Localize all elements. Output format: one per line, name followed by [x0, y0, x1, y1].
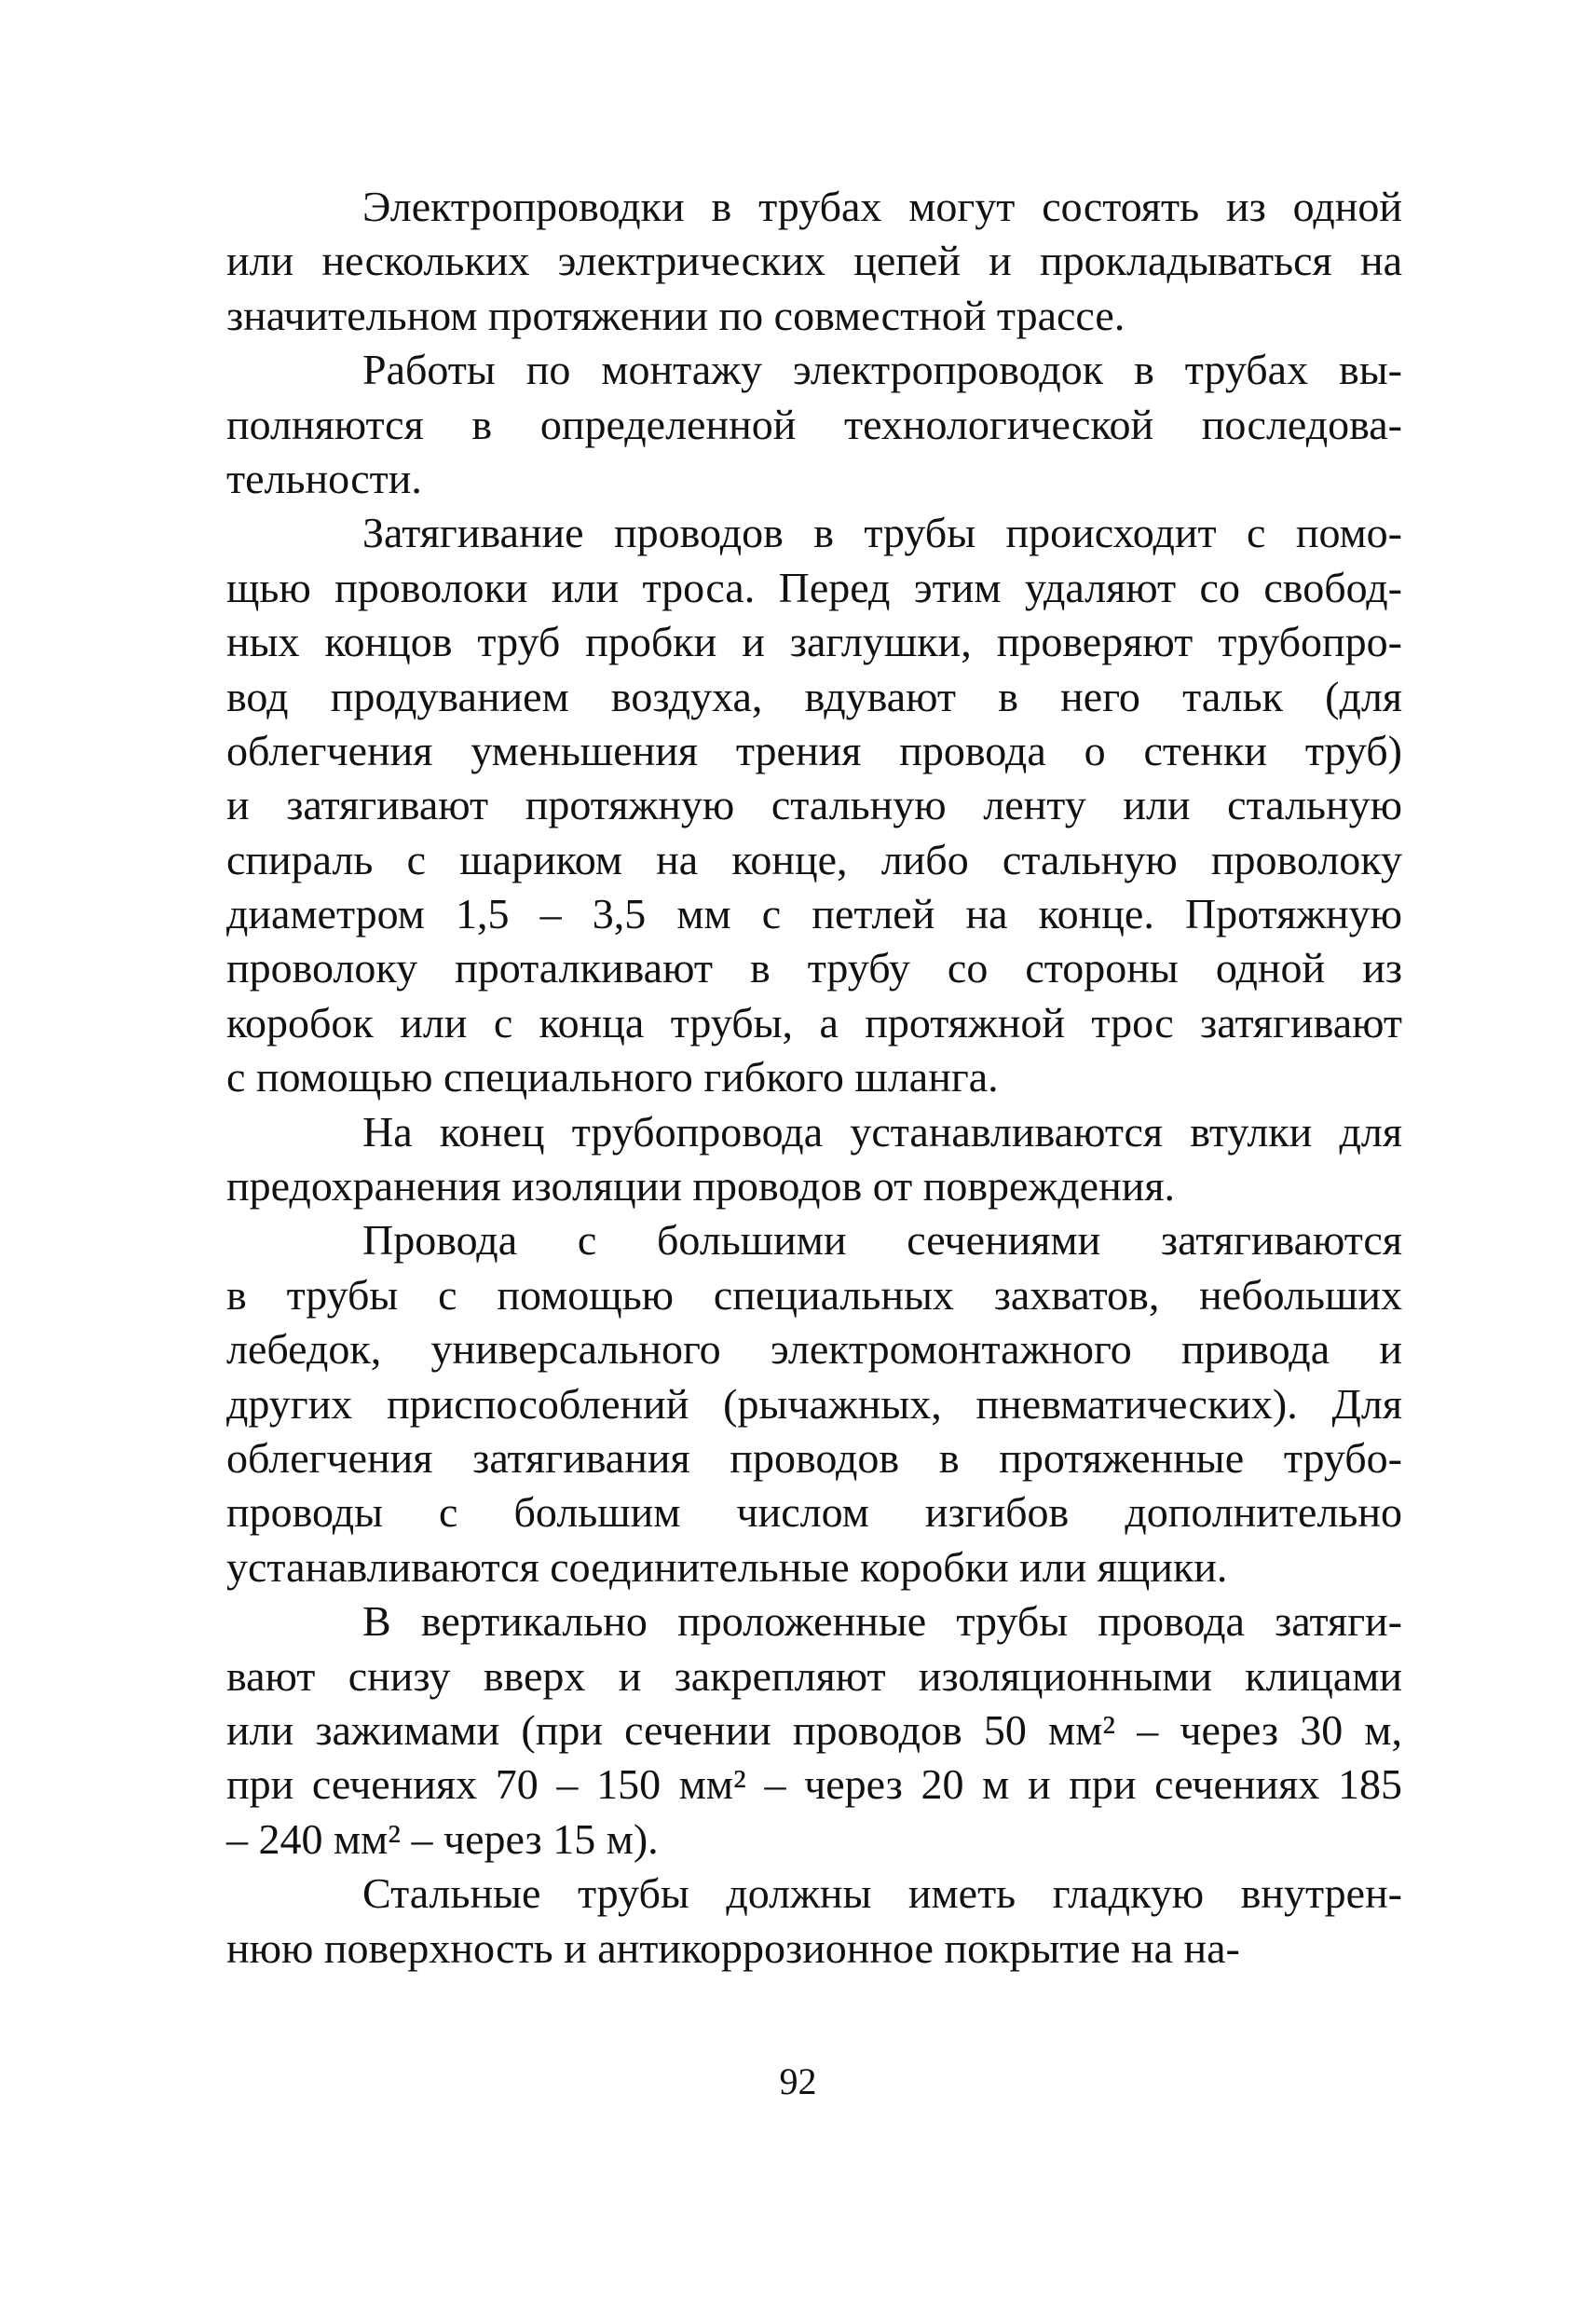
text-line: Электропроводки в трубах могут состоять из одной [362, 183, 1402, 230]
text-line: в трубы с помощью специальных захватов, небольших [226, 1270, 1402, 1319]
body-text [226, 180, 1402, 1976]
text-line: нюю поверхность и антикоррозионное покрытие на на- [226, 1923, 1240, 1972]
paragraph [226, 1213, 1402, 1594]
paragraph [226, 1105, 1402, 1214]
paragraph [226, 180, 1402, 343]
text-line: облегчения уменьшения трения провода о стенки труб) [226, 726, 1402, 774]
text-line: лебедок, универсального электромонтажного привода и [226, 1325, 1402, 1374]
paragraph [226, 1867, 1402, 1976]
paragraph [226, 1594, 1402, 1867]
text-line: вод продуванием воздуха, вдувают в него тальк (для [226, 672, 1402, 720]
text-line: На конец трубопровода устанавливаются втулки для [362, 1107, 1402, 1156]
text-line: Затягивание проводов в трубы происходит с помо- [362, 509, 1402, 557]
text-line: – 240 мм² – через 15 м). [226, 1814, 659, 1863]
text-line: полняются в определенной технологической последова- [226, 400, 1402, 448]
text-line: проводы с большим числом изгибов дополнительно [226, 1488, 1402, 1537]
text-line: и затягивают протяжную стальную ленту или стальную [226, 781, 1402, 829]
page-number: 92 [779, 2060, 817, 2102]
text-line: Работы по монтажу электропроводок в трубах вы- [362, 346, 1402, 394]
text-line: проволоку проталкивают в трубу со стороны одной из [226, 944, 1402, 992]
text-line: диаметром 1,5 – 3,5 мм с петлей на конце. Протяжную [226, 890, 1402, 938]
text-line: вают снизу вверх и закрепляют изоляционными клицами [226, 1651, 1402, 1700]
text-line: В вертикально проложенные трубы провода затяги- [362, 1597, 1402, 1646]
text-line: щью проволоки или троса. Перед этим удаляют со свобод- [226, 563, 1402, 611]
text-line: предохранения изоляции проводов от повреждения. [226, 1162, 1175, 1211]
text-line: Провода с большими сечениями затягиваются [362, 1216, 1402, 1265]
text-line: устанавливаются соединительные коробки или ящики. [226, 1542, 1228, 1591]
text-line: ных концов труб пробки и заглушки, проверяют трубопро- [226, 618, 1402, 666]
text-line: тельности. [226, 454, 422, 502]
text-line: других приспособлений (рычажных, пневматических). Для [226, 1379, 1402, 1428]
text-line: или нескольких электрических цепей и прокладываться на [226, 237, 1402, 285]
paragraph [226, 506, 1402, 1104]
text-line: значительном протяжении по совместной трассе. [226, 291, 1125, 339]
text-line: коробок или с конца трубы, а протяжной трос затягивают [226, 998, 1402, 1047]
text-line: Стальные трубы должны иметь гладкую внутрен- [362, 1869, 1402, 1918]
text-line: облегчения затягивания проводов в протяженные трубо- [226, 1433, 1402, 1482]
text-line: с помощью специального гибкого шланга. [226, 1053, 999, 1101]
text-line: спираль с шариком на конце, либо стальную проволоку [226, 835, 1402, 883]
text-line: при сечениях 70 – 150 мм² – через 20 м и при сечениях 185 [226, 1760, 1402, 1809]
text-line: или зажимами (при сечении проводов 50 мм² – через 30 м, [226, 1705, 1402, 1754]
paragraph [226, 343, 1402, 506]
